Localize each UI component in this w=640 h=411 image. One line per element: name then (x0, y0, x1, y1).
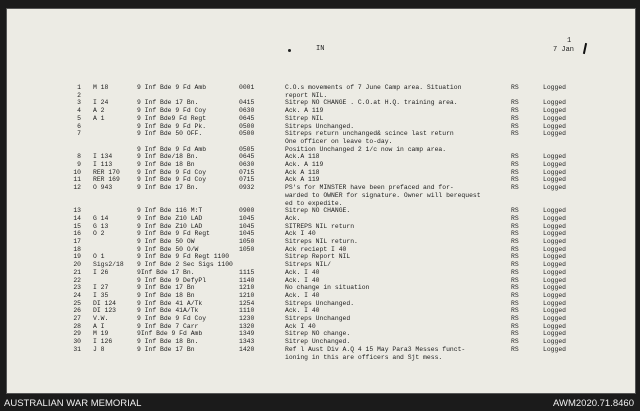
action-taken: Logged (543, 307, 567, 315)
from-station: O 1 (93, 253, 105, 261)
signal-initials: RS (511, 291, 519, 299)
from-station: RER 169 (93, 176, 120, 184)
to-unit: 9 Inf Bde 50 O/W (137, 245, 199, 253)
time-of-origin: 1210 (239, 284, 255, 292)
entry-number: 1 (77, 84, 81, 91)
action-taken: Logged (543, 153, 567, 161)
to-unit: 9 Inf Bde 7 Carr (137, 322, 199, 330)
entry-number: 27 (73, 315, 81, 322)
to-unit: 9 Inf Bde Z10 LAD (137, 214, 203, 222)
time-of-origin: 1420 (239, 345, 255, 353)
message-text: Ack A 118 (285, 168, 320, 176)
to-unit: 9 Inf Bde 9 Fd Pk. (137, 122, 207, 130)
entry-number: 21 (73, 268, 81, 276)
to-unit: 9 Inf Bde 17 Bn (137, 345, 195, 353)
signal-initials: RS (511, 253, 519, 261)
signal-initials: RS (511, 207, 519, 215)
to-unit: 9 Inf Bde 9 Fd Regt (137, 230, 210, 238)
signal-initials: RS (511, 315, 519, 322)
action-taken: Logged (543, 99, 567, 107)
signal-initials: RS (511, 161, 519, 168)
from-station: A I (93, 322, 105, 330)
from-station: I 27 (93, 284, 109, 292)
time-of-origin: 1045 (239, 222, 255, 230)
from-station: I 35 (93, 291, 109, 299)
time-of-origin: 1254 (239, 299, 255, 307)
from-station: V.W. (93, 315, 109, 322)
to-unit: 9 Inf Bde/18 Bn. (137, 153, 199, 161)
message-text: Ack A 119 (285, 176, 320, 184)
from-station: G 14 (93, 214, 109, 222)
from-station: I 26 (93, 268, 109, 276)
time-of-origin: 1115 (239, 268, 255, 276)
entry-number: 28 (73, 322, 81, 330)
signal-initials: RS (511, 338, 519, 346)
time-of-origin: 0001 (239, 84, 255, 91)
from-station: I 113 (93, 161, 113, 168)
from-station: O 943 (93, 184, 113, 192)
message-text: Ack.A 118 (285, 153, 320, 161)
log-row (7, 353, 635, 362)
to-unit: 9 Inf Bde 17 Bn. (137, 184, 199, 192)
signal-initials: RS (511, 114, 519, 122)
message-text: One officer on leave to-day. (285, 137, 393, 145)
entry-number: 30 (73, 338, 81, 346)
message-text: Ack reciept I 40 (285, 245, 347, 253)
entry-number: 17 (73, 238, 81, 245)
header-date: 7 Jan (553, 46, 575, 54)
footer-left: AUSTRALIAN WAR MEMORIAL (4, 398, 142, 409)
to-unit: 9 Inf Bde 41 A/Tk (137, 299, 203, 307)
to-unit: 9 Inf Bde 9 Fd Amb (137, 84, 207, 91)
to-unit: 9 Inf Bde 50 OW (137, 238, 195, 245)
action-taken: Logged (543, 291, 567, 299)
to-unit: 9 Inf Bde 9 Fd Coy (137, 107, 207, 115)
to-unit: 9 Inf Bde 9 Fd Amb (137, 145, 207, 153)
signal-initials: RS (511, 261, 519, 269)
document-page (6, 8, 636, 394)
to-unit: 9 Inf Bde 116 M:T (137, 207, 203, 215)
message-text: SITREPS NIL return (285, 222, 355, 230)
entry-number: 6 (77, 122, 81, 130)
from-station: M 18 (93, 84, 109, 91)
action-taken: Logged (543, 84, 567, 91)
action-taken: Logged (543, 330, 567, 338)
time-of-origin: 0645 (239, 114, 255, 122)
to-unit: 9 Inf Bde 9 DefyPl (137, 276, 207, 284)
action-taken: Logged (543, 214, 567, 222)
time-of-origin: 0645 (239, 153, 255, 161)
signal-initials: RS (511, 307, 519, 315)
footer-right: AWM2020.71.8460 (553, 398, 634, 409)
message-text: Sitreps NIL return. (285, 238, 358, 245)
from-station: DI 124 (93, 299, 117, 307)
message-text: Ack. A 119 (285, 107, 324, 115)
signal-initials: RS (511, 222, 519, 230)
to-unit: 9 Inf Bde Z10 LAD (137, 222, 203, 230)
entry-number: 3 (77, 99, 81, 107)
signal-initials: RS (511, 153, 519, 161)
message-text: Ack. (285, 214, 301, 222)
signal-initials: RS (511, 184, 519, 192)
signal-initials: RS (511, 330, 519, 338)
entry-number: 7 (77, 130, 81, 138)
entry-number: 14 (73, 214, 81, 222)
message-text: Ack. A 119 (285, 161, 324, 168)
pen-mark (583, 43, 587, 54)
time-of-origin: 0630 (239, 107, 255, 115)
to-unit: 9 Inf Bde 9 Fd Regt 1100 (137, 253, 230, 261)
message-text: Ack I 40 (285, 322, 316, 330)
message-text: warded to OWNER for signature. Owner will berequest (285, 191, 481, 199)
to-unit: 9 Inf Bde 18 Bn (137, 161, 195, 168)
action-taken: Logged (543, 107, 567, 115)
signal-initials: RS (511, 299, 519, 307)
entry-number: 9 (77, 161, 81, 168)
message-text: Sitrep Unchanged. (285, 338, 351, 346)
to-unit: 9 Inf Bde9 Fd Regt (137, 114, 207, 122)
time-of-origin: 0932 (239, 184, 255, 192)
message-text: Position Unchanged 2 1/c now in camp area. (285, 145, 447, 153)
time-of-origin: 1210 (239, 291, 255, 299)
message-text: Sitrep NO change. (285, 330, 351, 338)
to-unit: 9 Inf Bde 9 Fd Coy (137, 315, 207, 322)
action-taken: Logged (543, 114, 567, 122)
entry-number: 11 (73, 176, 81, 184)
message-text: report NIL. (285, 91, 328, 99)
entry-number: 29 (73, 330, 81, 338)
action-taken: Logged (543, 168, 567, 176)
from-station: G 13 (93, 222, 109, 230)
time-of-origin: 1343 (239, 338, 255, 346)
action-taken: Logged (543, 253, 567, 261)
action-taken: Logged (543, 184, 567, 192)
signal-initials: RS (511, 268, 519, 276)
punch-dot (288, 49, 291, 52)
to-unit: 9Inf Bde 17 Bn. (137, 268, 195, 276)
entry-number: 4 (77, 107, 81, 115)
entry-number: 8 (77, 153, 81, 161)
entry-number: 2 (77, 91, 81, 99)
entry-number: 24 (73, 291, 81, 299)
action-taken: Logged (543, 130, 567, 138)
header-mark: IN (316, 45, 325, 53)
time-of-origin: 0715 (239, 168, 255, 176)
time-of-origin: 0505 (239, 145, 255, 153)
message-text: Ack. I 40 (285, 307, 320, 315)
signal-initials: RS (511, 168, 519, 176)
signal-initials: RS (511, 130, 519, 138)
action-taken: Logged (543, 122, 567, 130)
entry-number: 5 (77, 114, 81, 122)
message-text: Sitreps Unchanged (285, 315, 351, 322)
message-text: Ack I 40 (285, 230, 316, 238)
action-taken: Logged (543, 322, 567, 330)
time-of-origin: 1349 (239, 330, 255, 338)
entry-number: 18 (73, 245, 81, 253)
from-station: I 134 (93, 153, 113, 161)
entry-number: 10 (73, 168, 81, 176)
action-taken: Logged (543, 284, 567, 292)
signal-initials: RS (511, 322, 519, 330)
from-station: M 19 (93, 330, 109, 338)
message-text: Sitreps Unchanged. (285, 299, 355, 307)
to-unit: 9 Inf Bde 17 Bn (137, 284, 195, 292)
signal-initials: RS (511, 84, 519, 91)
from-station: A 2 (93, 107, 105, 115)
message-text: Ref l Aust Div A.Q 4 15 May Para3 Messes funct- (285, 345, 466, 353)
entry-number: 22 (73, 276, 81, 284)
from-station: DI 123 (93, 307, 117, 315)
message-text: C.O.s movements of 7 June Camp area. Situation (285, 84, 462, 91)
entry-number: 31 (73, 345, 81, 353)
action-taken: Logged (543, 245, 567, 253)
time-of-origin: 0900 (239, 207, 255, 215)
entry-number: 23 (73, 284, 81, 292)
message-text: Ack. I 40 (285, 268, 320, 276)
to-unit: 9 Inf Bde 18 Bn. (137, 338, 199, 346)
message-text: Sitrep NIL (285, 114, 324, 122)
time-of-origin: 0630 (239, 161, 255, 168)
message-text: No change in situation (285, 284, 370, 292)
message-text: PS's for MINSTER have been prefaced and for- (285, 184, 454, 192)
action-taken: Logged (543, 238, 567, 245)
action-taken: Logged (543, 338, 567, 346)
from-station: Sigs2/18 (93, 261, 124, 269)
signal-initials: RS (511, 284, 519, 292)
entry-number: 19 (73, 253, 81, 261)
signal-initials: RS (511, 176, 519, 184)
time-of-origin: 1050 (239, 238, 255, 245)
signal-initials: RS (511, 238, 519, 245)
message-text: ioning in this are officers and Sjt mess. (285, 353, 443, 361)
time-of-origin: 0500 (239, 130, 255, 138)
time-of-origin: 1230 (239, 315, 255, 322)
action-taken: Logged (543, 276, 567, 284)
action-taken: Logged (543, 299, 567, 307)
page-number: 1 (567, 37, 572, 45)
action-taken: Logged (543, 345, 567, 353)
to-unit: 9 Inf Bde 18 Bn (137, 291, 195, 299)
time-of-origin: 0500 (239, 122, 255, 130)
to-unit: 9 Inf Bde 2 Sec Sigs 1100 (137, 261, 233, 269)
message-text: Sitrep NO CHANGE . C.O.at H.Q. training area. (285, 99, 458, 107)
signal-initials: RS (511, 276, 519, 284)
action-taken: Logged (543, 261, 567, 269)
message-text: Sitreps Unchanged. (285, 122, 355, 130)
message-text: Sitreps return unchanged& scince last return (285, 130, 454, 138)
action-taken: Logged (543, 230, 567, 238)
message-text: Sitreps NIL/ (285, 261, 332, 269)
time-of-origin: 1110 (239, 307, 255, 315)
to-unit: 9Inf Bde 9 Fd Amb (137, 330, 203, 338)
signal-initials: RS (511, 99, 519, 107)
entry-number: 26 (73, 307, 81, 315)
signal-initials: RS (511, 214, 519, 222)
entry-number: 15 (73, 222, 81, 230)
from-station: I 24 (93, 99, 109, 107)
from-station: J 8 (93, 345, 105, 353)
time-of-origin: 1045 (239, 230, 255, 238)
time-of-origin: 1320 (239, 322, 255, 330)
from-station: O 2 (93, 230, 105, 238)
time-of-origin: 1140 (239, 276, 255, 284)
time-of-origin: 1045 (239, 214, 255, 222)
message-text: Sitrep NO CHANGE. (285, 207, 351, 215)
signal-initials: RS (511, 107, 519, 115)
from-station: I 126 (93, 338, 113, 346)
entry-number: 16 (73, 230, 81, 238)
signal-initials: RS (511, 230, 519, 238)
to-unit: 9 Inf Bde 50 OFF. (137, 130, 203, 138)
to-unit: 9 Inf Bde 9 Fd Coy (137, 176, 207, 184)
action-taken: Logged (543, 222, 567, 230)
entry-number: 13 (73, 207, 81, 215)
from-station: RER 170 (93, 168, 120, 176)
signal-initials: RS (511, 345, 519, 353)
to-unit: 9 Inf Bde 41A/Tk (137, 307, 199, 315)
time-of-origin: 1050 (239, 245, 255, 253)
from-station: A 1 (93, 114, 105, 122)
action-taken: Logged (543, 315, 567, 322)
entry-number: 12 (73, 184, 81, 192)
message-text: ed to expedite. (285, 199, 343, 207)
entry-number: 20 (73, 261, 81, 269)
message-text: Ack. I 40 (285, 276, 320, 284)
to-unit: 9 Inf Bde 17 Bn. (137, 99, 199, 107)
message-text: Sitrep Report NIL (285, 253, 351, 261)
action-taken: Logged (543, 161, 567, 168)
signal-initials: RS (511, 245, 519, 253)
signal-initials: RS (511, 122, 519, 130)
to-unit: 9 Inf Bde 9 Fd Coy (137, 168, 207, 176)
action-taken: Logged (543, 176, 567, 184)
time-of-origin: 0715 (239, 176, 255, 184)
action-taken: Logged (543, 207, 567, 215)
message-text: Ack. I 40 (285, 291, 320, 299)
entry-number: 25 (73, 299, 81, 307)
action-taken: Logged (543, 268, 567, 276)
time-of-origin: 0415 (239, 99, 255, 107)
